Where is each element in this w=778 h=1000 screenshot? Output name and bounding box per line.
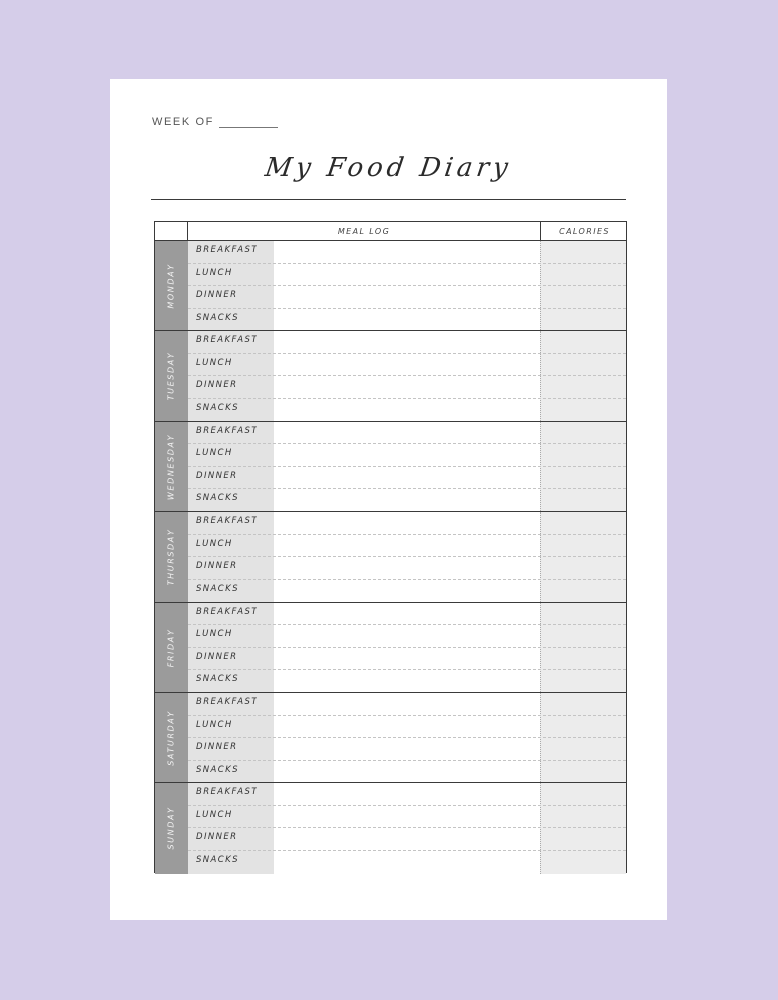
- title-divider: [151, 199, 626, 200]
- day-name: SATURDAY: [166, 710, 176, 766]
- meal-label: LUNCH: [196, 538, 233, 549]
- day-block-monday: [155, 241, 626, 331]
- week-of-label: WEEK OF: [152, 116, 214, 128]
- day-block-wednesday: [155, 422, 626, 512]
- meal-label: SNACKS: [196, 312, 239, 323]
- meal-row-snacks[interactable]: [188, 670, 626, 693]
- meal-row-lunch[interactable]: [188, 535, 626, 558]
- meal-label: DINNER: [196, 290, 238, 300]
- meal-row-snacks[interactable]: [188, 580, 626, 603]
- meal-log-header: MEAL LOG: [337, 227, 391, 236]
- meal-row-snacks[interactable]: [188, 309, 626, 332]
- planner-page: [110, 79, 667, 920]
- meal-row-breakfast[interactable]: [188, 512, 626, 535]
- meal-label: LUNCH: [196, 448, 233, 459]
- day-block-tuesday: [155, 331, 626, 421]
- meal-row-breakfast[interactable]: [188, 331, 626, 354]
- meal-row-lunch[interactable]: [188, 806, 626, 829]
- meal-label: DINNER: [196, 651, 238, 662]
- day-block-thursday: [155, 512, 626, 602]
- meal-row-dinner[interactable]: [188, 648, 626, 671]
- meal-row-dinner[interactable]: [188, 738, 626, 761]
- meal-label: SNACKS: [196, 854, 239, 865]
- meal-row-breakfast[interactable]: [188, 693, 626, 716]
- meal-label: BREAKFAST: [196, 606, 258, 617]
- day-name: WEDNESDAY: [166, 433, 176, 500]
- meal-label: LUNCH: [196, 809, 233, 820]
- page-title: My Food Diary: [263, 153, 514, 183]
- meal-label: DINNER: [196, 832, 238, 843]
- meal-label: DINNER: [196, 742, 238, 752]
- meal-row-breakfast[interactable]: [188, 783, 626, 806]
- meal-label: DINNER: [196, 470, 238, 481]
- meal-row-dinner[interactable]: [188, 376, 626, 399]
- day-label-band: [155, 512, 188, 601]
- meal-row-dinner[interactable]: [188, 286, 626, 309]
- meal-label: LUNCH: [196, 357, 233, 368]
- day-name: THURSDAY: [166, 528, 176, 586]
- day-block-sunday: [155, 783, 626, 873]
- day-label-band: [155, 422, 188, 511]
- meal-label: LUNCH: [196, 629, 233, 640]
- meal-label: SNACKS: [196, 674, 239, 685]
- meal-label: BREAKFAST: [196, 697, 258, 707]
- meal-row-dinner[interactable]: [188, 557, 626, 580]
- meal-row-lunch[interactable]: [188, 625, 626, 648]
- meal-row-snacks[interactable]: [188, 851, 626, 874]
- meal-row-snacks[interactable]: [188, 761, 626, 784]
- meal-label: LUNCH: [196, 267, 233, 278]
- meal-row-dinner[interactable]: [188, 828, 626, 851]
- day-label-band: [155, 693, 188, 782]
- meal-label: LUNCH: [196, 719, 233, 730]
- day-label-band: [155, 783, 188, 873]
- meal-row-lunch[interactable]: [188, 716, 626, 739]
- meal-label: BREAKFAST: [196, 245, 258, 255]
- meal-row-lunch[interactable]: [188, 264, 626, 287]
- meal-label: BREAKFAST: [196, 425, 258, 436]
- meal-row-lunch[interactable]: [188, 444, 626, 467]
- meal-row-snacks[interactable]: [188, 489, 626, 512]
- calories-header: CALORIES: [540, 222, 628, 240]
- meal-label: BREAKFAST: [196, 335, 258, 346]
- day-label-band: [155, 603, 188, 692]
- meal-label: BREAKFAST: [196, 516, 258, 527]
- meal-label: DINNER: [196, 561, 238, 572]
- meal-label: SNACKS: [196, 764, 239, 775]
- day-name: FRIDAY: [166, 628, 176, 667]
- day-block-saturday: [155, 693, 626, 783]
- meal-row-snacks[interactable]: [188, 399, 626, 422]
- meal-row-breakfast[interactable]: [188, 241, 626, 264]
- week-of-blank-line[interactable]: [219, 127, 278, 128]
- day-label-band: [155, 241, 188, 330]
- meal-label: DINNER: [196, 380, 238, 391]
- meal-row-lunch[interactable]: [188, 354, 626, 377]
- meal-label: BREAKFAST: [196, 787, 258, 798]
- meal-label: SNACKS: [196, 493, 239, 504]
- meal-label: SNACKS: [196, 402, 239, 413]
- day-label-band: [155, 331, 188, 420]
- meal-row-dinner[interactable]: [188, 467, 626, 490]
- table-header: [155, 222, 626, 241]
- day-name: SUNDAY: [166, 806, 176, 850]
- meal-row-breakfast[interactable]: [188, 603, 626, 626]
- meal-row-breakfast[interactable]: [188, 422, 626, 445]
- day-block-friday: [155, 603, 626, 693]
- day-name: TUESDAY: [166, 352, 176, 401]
- meal-label: SNACKS: [196, 583, 239, 594]
- food-diary-table: [154, 221, 627, 873]
- day-name: MONDAY: [166, 263, 176, 309]
- header-day-spacer: [155, 222, 188, 240]
